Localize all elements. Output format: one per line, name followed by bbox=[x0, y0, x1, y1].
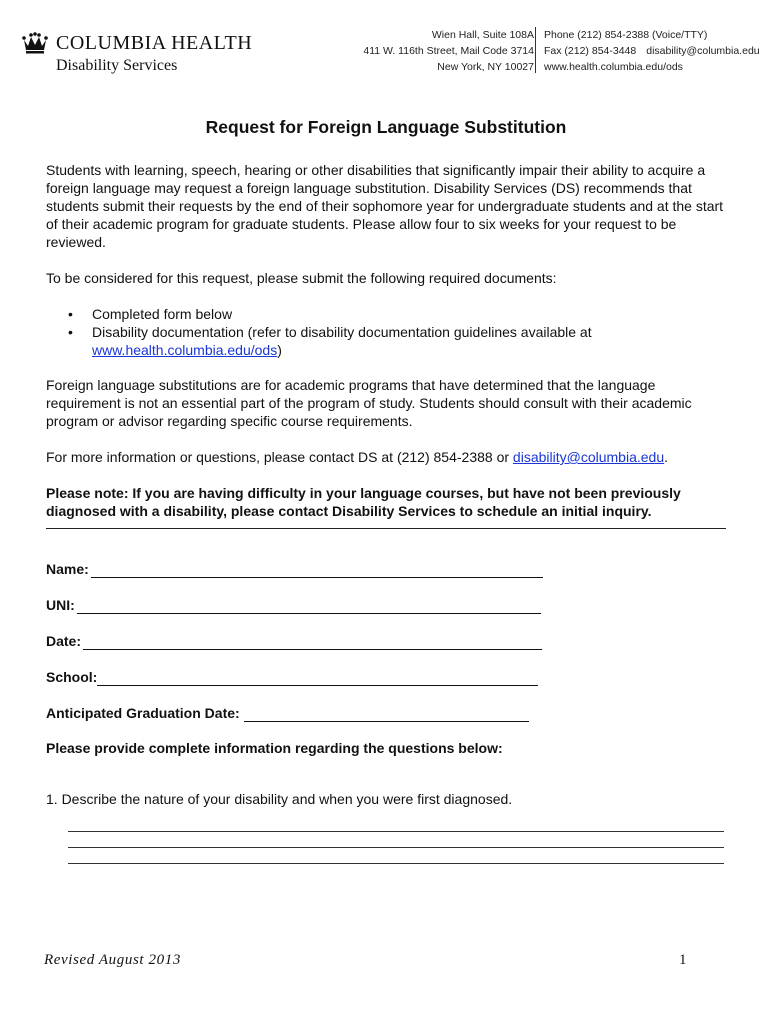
uni-input-line[interactable] bbox=[77, 598, 541, 614]
page-number: 1 bbox=[679, 952, 687, 968]
name-label: Name: bbox=[46, 561, 89, 577]
address-line-3: New York, NY 10027 bbox=[437, 61, 534, 73]
questions-prompt: Please provide complete information regarding the questions below: bbox=[46, 740, 503, 756]
requirement-completed-form: Completed form below bbox=[92, 306, 233, 322]
school-label: School: bbox=[46, 669, 98, 685]
graduation-label: Anticipated Graduation Date: bbox=[46, 705, 240, 721]
name-input-line[interactable] bbox=[91, 562, 543, 578]
address-line-1: Wien Hall, Suite 108A bbox=[431, 29, 534, 41]
section-divider bbox=[46, 528, 726, 529]
requirements-list bbox=[46, 305, 726, 359]
list-item bbox=[92, 305, 726, 323]
list-item bbox=[92, 323, 726, 359]
email-link[interactable]: disability@columbia.edu bbox=[512, 449, 665, 465]
contact-period: . bbox=[664, 449, 668, 465]
graduation-field bbox=[46, 703, 726, 722]
name-field bbox=[46, 559, 726, 578]
graduation-input-line[interactable] bbox=[244, 706, 529, 722]
date-label: Date: bbox=[46, 633, 82, 649]
answer-line-3[interactable] bbox=[68, 848, 724, 864]
date-input-line[interactable] bbox=[83, 634, 542, 650]
letterhead bbox=[0, 0, 770, 90]
phone-text: Phone (212) 854-2388 (Voice/TTY) bbox=[544, 29, 708, 41]
answer-line-1[interactable] bbox=[68, 816, 724, 832]
header-divider bbox=[535, 27, 536, 73]
school-field bbox=[46, 667, 726, 686]
answer-line-2[interactable] bbox=[68, 832, 724, 848]
note-paragraph: Please note: If you are having difficulty in your language courses, but have not been previously diagnosed with a disability, please contact Disability Services to schedule an initial inquiry. bbox=[46, 485, 681, 519]
question-1: 1. Describe the nature of your disability and when you were first diagnosed. bbox=[46, 791, 513, 807]
intro-paragraph: Students with learning, speech, hearing or other disabilities that significantly impair their ability to acquire a foreign language may request a foreign language substitution. Disability Services (DS) recommends that students submit their requests by the end of their sophomore year for undergraduate students and at the start of their academic program for graduate students. Please allow four to six weeks for your request to be reviewed. bbox=[46, 162, 724, 250]
address-line-2: 411 W. 116th Street, Mail Code 3714 bbox=[363, 45, 534, 57]
substitution-paragraph: Foreign language substitutions are for academic programs that have determined that the language requirement is not an essential part of the program of study. Students should consult with their academic program or advisor regarding specific course requirements. bbox=[46, 377, 692, 429]
date-field bbox=[46, 631, 726, 650]
address-block bbox=[363, 27, 534, 75]
form-body bbox=[46, 118, 726, 864]
requirement-close-paren: ) bbox=[277, 342, 282, 358]
brand-subtitle: Disability Services bbox=[56, 57, 178, 74]
requirements-intro: To be considered for this request, please submit the following required documents: bbox=[46, 270, 557, 286]
contact-paragraph bbox=[46, 448, 726, 466]
uni-label: UNI: bbox=[46, 597, 75, 613]
brand-name: COLUMBIA HEALTH bbox=[56, 32, 253, 54]
header-email: disability@columbia.edu bbox=[646, 45, 760, 57]
requirement-documentation: Disability documentation (refer to disability documentation guidelines available at bbox=[92, 324, 592, 340]
school-input-line[interactable] bbox=[97, 670, 538, 686]
contact-block bbox=[544, 27, 760, 75]
uni-field bbox=[46, 595, 726, 614]
page-title: Request for Foreign Language Substitution bbox=[205, 117, 567, 137]
contact-text: For more information or questions, please contact DS at (212) 854-2388 or bbox=[46, 449, 510, 465]
crown-icon bbox=[22, 32, 48, 54]
ods-website-link[interactable]: www.health.columbia.edu/ods bbox=[92, 342, 278, 358]
revision-date: Revised August 2013 bbox=[44, 952, 181, 968]
fax-text: Fax (212) 854-3448 bbox=[544, 45, 637, 57]
header-website: www.health.columbia.edu/ods bbox=[544, 61, 683, 73]
